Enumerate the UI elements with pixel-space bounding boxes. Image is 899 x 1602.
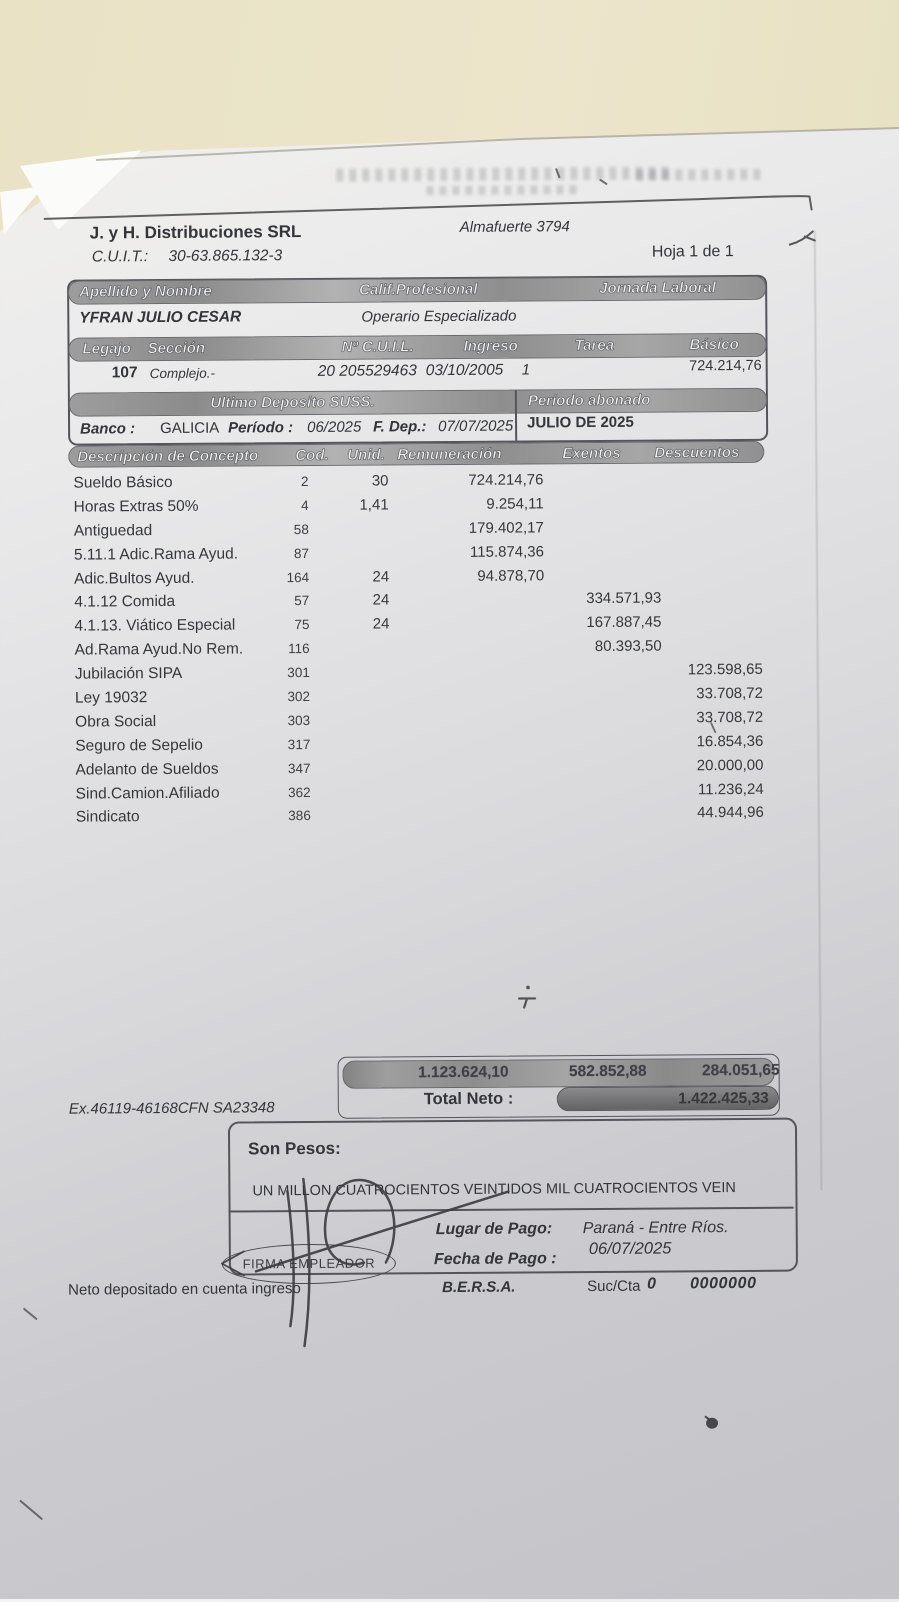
seccion-value: Complejo.- [150,366,215,381]
concept-desc: Adic.Bultos Ayud. [74,566,304,592]
concept-dto: 20.000,00 [650,754,763,779]
son-pesos-divider [229,1207,794,1213]
concept-ex [551,778,663,779]
cuit-line [92,247,282,266]
totals-band [343,1058,775,1089]
concept-dto [649,586,762,587]
concept-desc: 5.11.1 Adic.Rama Ayud. [74,542,304,568]
concept-rem [399,588,544,589]
concept-ex [550,730,662,731]
concept-cod: 302 [210,685,310,710]
pen-line [45,196,812,219]
concept-ex: 334.571,93 [549,587,661,612]
periodo-abonado-label: Periodo abonado [528,392,651,410]
paper-crease [814,230,822,1190]
concept-cod: 2 [208,470,308,495]
concept-rem [400,636,545,637]
concept-desc: Sueldo Básico [73,470,303,496]
concept-desc: Jubilación SIPA [75,661,305,687]
suc-value: 0 [647,1276,656,1294]
concept-desc: Antiguedad [74,518,304,544]
concept-desc: Ad.Rama Ayud.No Rem. [75,637,305,663]
concept-unid: 30 [318,469,388,493]
employee-name: YFRAN JULIO CESAR [79,308,241,327]
concept-cod: 4 [209,494,309,519]
cod-column-label: Cod. [295,447,328,464]
ink-blot-tail [705,1416,710,1420]
concept-desc: Horas Extras 50% [74,494,304,520]
concept-ex [549,515,661,516]
bleedthrough-smudge [336,166,671,181]
total-neto-value: 1.422.425,33 [557,1086,779,1112]
periodo-abonado-value: JULIO DE 2025 [527,414,634,432]
concept-cod: 362 [211,781,311,806]
concept-dto [649,610,762,611]
concept-unid: 1,41 [319,493,389,517]
total-remuneracion: 1.123.624,10 [384,1064,509,1083]
concept-ex: 167.887,45 [549,611,661,636]
concept-rem [401,803,546,804]
concept-cod: 164 [209,566,309,591]
company-name: J. y H. Distribuciones SRL [90,222,302,243]
unid-column-label: Unid. [347,446,385,463]
concept-row [71,801,767,830]
concept-dto [650,634,763,635]
concept-rem [400,683,545,684]
concept-cod: 386 [211,804,311,829]
concept-dto [649,491,762,492]
cta-value: 0000000 [690,1275,757,1293]
banco-value: GALICIA [160,420,219,437]
amount-in-words: UN MILLON CUATROCIENTOS VEINTIDOS MIL CUATROCIENTOS VEIN [252,1180,790,1200]
concept-dto [649,538,762,539]
concept-ex [550,706,662,707]
concept-unid: 24 [319,589,389,613]
concept-rem [400,755,545,756]
concept-rem: 9.254,11 [399,492,544,517]
bleedthrough-smudge [636,169,764,181]
concept-desc: Sind.Camion.Afiliado [76,781,306,807]
qualification-column-label: Calif.Profesional [359,281,477,299]
fdep-value: 07/07/2025 [438,418,513,436]
bleedthrough-smudge [426,185,576,195]
concept-desc: Seguro de Sepelio [75,733,305,759]
concept-ex [548,468,660,469]
deposit-divider [515,391,517,441]
ink-speck [21,1501,42,1519]
concept-desc: Ley 19032 [75,685,305,711]
seccion-label: Sección [147,340,205,357]
ink-speck [519,998,535,1007]
descuentos-column-label: Descuentos [654,444,739,462]
ink-blot [706,1418,718,1429]
concept-desc: 4.1.13. Viático Especial [74,613,304,639]
totals-box [337,1054,779,1119]
header-table [67,275,768,446]
concept-dto [648,467,761,468]
rem-column-label: Remuneración [397,446,501,464]
basico-value: 724.214,76 [689,358,762,375]
check-mark [790,231,815,244]
concept-cod: 303 [210,709,310,734]
total-descuentos: 284.051,65 [659,1062,780,1081]
ink-speck [24,1309,36,1319]
fdep-label: F. Dep.: [373,418,426,435]
concept-desc: Adelanto de Sueldos [75,757,305,783]
cuil-value: 20 205529463 [318,362,417,381]
deposit-header-band [69,388,767,417]
ink-dot [526,986,530,990]
concept-rem [399,612,544,613]
concept-ex [550,754,662,755]
concept-cod: 301 [210,661,310,686]
concept-ex [551,802,663,803]
concept-rem [400,659,545,660]
concept-cod: 116 [210,637,310,662]
son-pesos-label: Son Pesos: [248,1139,341,1160]
concept-ex [550,659,662,660]
concept-rem [400,707,545,708]
concept-dto: 33.708,72 [650,682,763,707]
concept-unid: 24 [319,565,389,589]
concept-ex [549,563,661,564]
name-column-label: Apellido y Nombre [79,283,212,301]
concept-dto: 16.854,36 [650,730,763,755]
concept-cod: 87 [209,542,309,567]
ingreso-value: 03/10/2005 [426,362,504,381]
fecha-de-pago-value: 06/07/2025 [589,1239,672,1259]
concept-desc: 4.1.12 Comida [74,589,304,615]
concept-ex: 80.393,50 [550,635,662,660]
concept-cod: 347 [210,757,310,782]
concepts-header-band [68,441,764,468]
concept-rem: 724.214,76 [398,468,543,493]
ingreso-label: Ingreso [463,338,517,355]
reference-code: Ex.46119-46168CFN SA23348 [69,1099,275,1117]
tarea-value: 1 [522,361,530,378]
employee-qualification: Operario Especializado [361,308,516,326]
workday-column-label: Jornada Laboral [599,279,716,297]
concept-dto: 44.944,96 [651,801,764,826]
bank-name: B.E.R.S.A. [442,1279,515,1297]
concept-dto: 123.598,65 [650,658,763,683]
firma-empleador-stamp: FIRMA EMPLEADOR [222,1243,396,1284]
concept-rem: 94.878,70 [399,564,544,589]
cuit-value: 30-63.865.132-3 [168,247,282,265]
periodo-value: 06/2025 [307,419,361,436]
desc-column-label: Descripción de Concepto [77,447,258,465]
concept-unid: 24 [319,613,389,637]
concept-ex [549,491,661,492]
concepts-table [68,467,766,830]
sheet-number: Hoja 1 de 1 [652,243,734,262]
fecha-de-pago-label: Fecha de Pago : [434,1250,557,1269]
lugar-de-pago-label: Lugar de Pago: [436,1220,553,1239]
cuit-label: C.U.I.T.: [92,248,148,265]
ultimo-deposito-label: Ultimo Deposito SUSS. [70,393,515,413]
exentos-column-label: Exentos [562,445,620,462]
concept-dto: 33.708,72 [650,706,763,731]
banco-label: Banco : [80,420,135,437]
concept-dto: 11.236,24 [651,777,764,802]
concept-rem [401,779,546,780]
concept-cod: 75 [209,613,309,638]
concept-rem: 179.402,17 [399,516,544,541]
tarea-label: Tarea [574,337,614,354]
legajo-value: 107 [112,364,138,382]
job-header-band [68,333,766,362]
neto-depositado-note: Neto depositado en cuenta ingreso [68,1280,301,1299]
concept-desc: Obra Social [75,709,305,735]
cuil-label: Nº C.U.I.L. [341,338,413,356]
employee-header-band [68,276,766,305]
legajo-label: Legajo [82,340,130,357]
concept-dto [649,562,762,563]
total-exentos: 582.852,88 [524,1063,647,1082]
total-neto-label: Total Neto : [424,1090,514,1110]
concept-cod: 57 [209,589,309,614]
concept-rem [400,731,545,732]
concept-cod: 317 [210,733,310,758]
basico-label: Básico [689,336,738,353]
periodo-label: Período : [228,419,293,436]
concept-rem: 115.874,36 [399,540,544,565]
company-address: Almafuerte 3794 [460,218,570,236]
lugar-de-pago-value: Paraná - Entre Ríos. [583,1219,729,1238]
concept-ex [549,539,661,540]
succta-label: Suc/Cta [587,1278,640,1295]
concept-cod: 58 [209,518,309,543]
concept-dto [649,515,762,516]
concept-desc: Sindicato [76,804,306,830]
concept-ex [550,683,662,684]
